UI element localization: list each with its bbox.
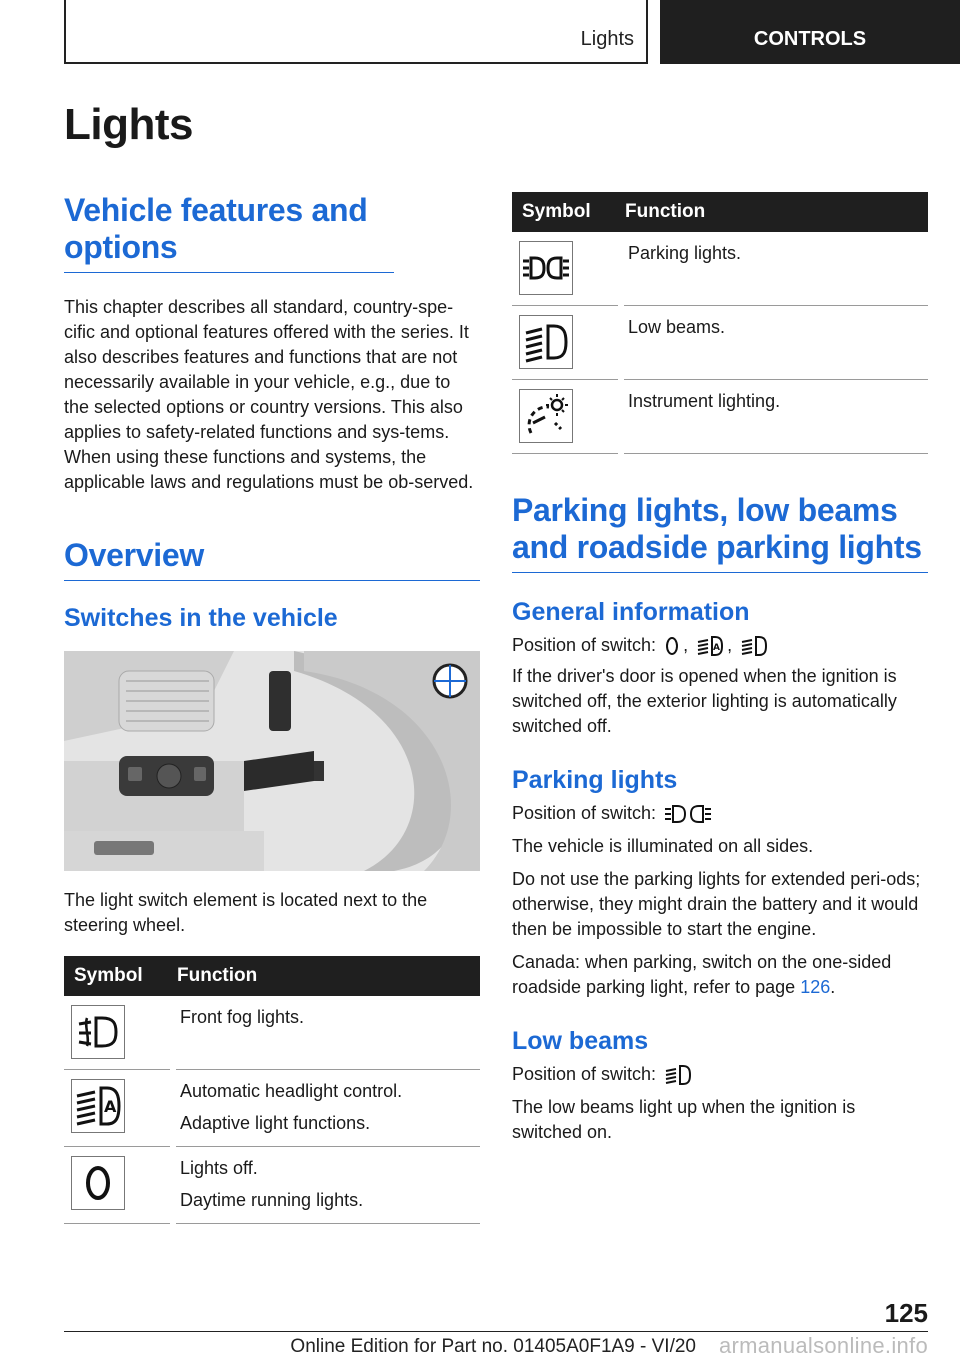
function-text: Automatic headlight control. bbox=[180, 1081, 403, 1101]
function-text: Parking lights. bbox=[628, 243, 742, 263]
heading-low-beams: Low beams bbox=[512, 1027, 649, 1055]
low-beams-paragraph: The low beams light up when the ignition is switched on. bbox=[512, 1097, 856, 1142]
separator: , bbox=[727, 635, 733, 655]
parking-text-1: The vehicle is illuminated on all sides. bbox=[512, 836, 814, 856]
parking-lights-icon bbox=[665, 803, 711, 825]
col-function-header: Function bbox=[173, 956, 480, 996]
left-column bbox=[64, 192, 480, 1224]
parking-text-3 bbox=[512, 950, 928, 1000]
table-header-row bbox=[64, 956, 480, 996]
switch-caption: The light switch element is located next to the steering wheel. bbox=[64, 890, 428, 935]
light-switch-photo bbox=[64, 651, 480, 871]
svg-text:A: A bbox=[713, 643, 721, 654]
table-row bbox=[512, 380, 928, 454]
col-function-header: Function bbox=[621, 192, 928, 232]
header-section-box bbox=[64, 0, 648, 64]
page-title: Lights bbox=[64, 100, 193, 149]
general-position-line bbox=[512, 633, 928, 658]
svg-text:A: A bbox=[104, 1097, 117, 1116]
parking-text-2: Do not use the parking lights for extended peri-ods; otherwise, they might drain the battery and it would then be impossible to start the engine. bbox=[512, 869, 921, 939]
heading-switches: Switches in the vehicle bbox=[64, 604, 338, 632]
function-text: Daytime running lights. bbox=[180, 1190, 364, 1210]
function-text: Low beams. bbox=[628, 317, 726, 337]
function-text: Adaptive light functions. bbox=[180, 1113, 371, 1133]
col-symbol-header: Symbol bbox=[64, 956, 173, 996]
left-symbol-table bbox=[64, 956, 480, 1224]
parking-text-3-body: Canada: when parking, switch on the one-sided roadside parking light, refer to page bbox=[512, 952, 892, 997]
col-symbol-header: Symbol bbox=[512, 192, 621, 232]
features-paragraph: This chapter describes all standard, country-spe-cific and optional features offered with the series. It also describes features and functions that are not necessarily available in your vehicle, e.g., due to the selected options or country versions. This also applies to safety-related functions and sys-tems. When using these functions and systems, the applicable laws and regulations must be ob-served. bbox=[64, 297, 474, 492]
period: . bbox=[830, 977, 836, 997]
instrument-lighting-icon bbox=[519, 389, 573, 443]
low-beams-icon bbox=[741, 635, 767, 657]
position-label: Position of switch: bbox=[512, 803, 657, 823]
parking-position-line bbox=[512, 801, 928, 826]
page-reference-link[interactable]: 126 bbox=[800, 977, 831, 997]
parking-lights-icon bbox=[519, 241, 573, 295]
low-beams-icon bbox=[519, 315, 573, 369]
watermark-text: armanualsonline.info bbox=[718, 1333, 928, 1358]
automatic-headlight-icon bbox=[697, 635, 723, 657]
header-chapter-tab: CONTROLS bbox=[660, 0, 960, 64]
table-row bbox=[512, 306, 928, 380]
lights-off-icon bbox=[665, 636, 679, 656]
table-row bbox=[64, 1070, 480, 1147]
function-text: Instrument lighting. bbox=[628, 391, 781, 411]
heading-parking-low-beams: Parking lights, low beams and roadside parking lights bbox=[512, 492, 928, 573]
heading-overview: Overview bbox=[64, 537, 480, 581]
heading-general-information: General information bbox=[512, 598, 750, 626]
page-number: 125 bbox=[884, 1298, 928, 1328]
position-label: Position of switch: bbox=[512, 1064, 657, 1084]
right-symbol-table bbox=[512, 192, 928, 454]
header-section-title: Lights bbox=[580, 28, 634, 50]
heading-parking-lights: Parking lights bbox=[512, 766, 678, 794]
position-label: Position of switch: bbox=[512, 635, 657, 655]
function-text: Lights off. bbox=[180, 1158, 258, 1178]
function-text: Front fog lights. bbox=[180, 1007, 305, 1027]
general-paragraph: If the driver's door is opened when the ignition is switched off, the exterior lighting is automatically switched off. bbox=[512, 666, 897, 736]
automatic-headlight-icon bbox=[71, 1079, 125, 1133]
table-row bbox=[64, 1147, 480, 1224]
front-fog-lights-icon bbox=[71, 1005, 125, 1059]
footer-divider bbox=[64, 1331, 928, 1332]
low-beams-icon bbox=[665, 1064, 691, 1086]
table-row bbox=[512, 232, 928, 306]
low-position-line bbox=[512, 1062, 928, 1087]
lights-off-icon bbox=[71, 1156, 125, 1210]
heading-vehicle-features: Vehicle features and options bbox=[64, 192, 394, 273]
separator: , bbox=[683, 635, 689, 655]
table-header-row bbox=[512, 192, 928, 232]
edition-text: Online Edition for Part no. 01405A0F1A9 - VI/20 bbox=[290, 1336, 696, 1357]
table-row bbox=[64, 996, 480, 1070]
right-column bbox=[512, 192, 928, 1145]
